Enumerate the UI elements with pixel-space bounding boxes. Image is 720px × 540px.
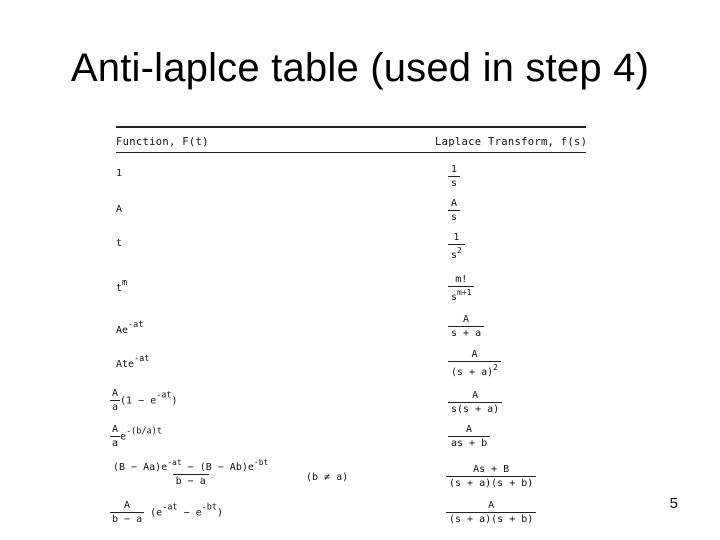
table-header-rule xyxy=(116,152,586,153)
row-6-transform: $\frac{A}{(s + a)^2}$ xyxy=(448,349,501,378)
page-number: 5 xyxy=(669,495,678,512)
row-9-function: $\frac{(B - Aa)e^{-at} - (B - Ab)e^{-bt}}{b - a}$ xyxy=(113,458,269,487)
row-10-transform: $\frac{A}{(s + a)(s + b)}$ xyxy=(446,500,536,525)
laplace-table xyxy=(108,122,588,540)
row-3-function: t xyxy=(116,238,123,249)
table-top-rule xyxy=(116,126,586,128)
row-9-transform: $\frac{As + B}{(s + a)(s + b)}$ xyxy=(446,464,536,489)
header-function: Function, F(t) xyxy=(116,136,209,148)
row-7-function: $\frac{A}{a}$ $(1 - e^{-at})$ xyxy=(112,388,178,413)
row-6-function: Ate$^{-at}$ xyxy=(116,354,150,370)
row-5-transform: $\frac{A}{s + a}$ xyxy=(448,314,484,339)
row-3-transform: $\frac{1}{s^2}$ xyxy=(448,232,465,261)
row-8-function: $\frac{A}{a}$ $e^{-(b/a)t}$ xyxy=(112,424,162,449)
row-10-function: $\frac{A}{b - a}$ $(e^{-at} - e^{-bt})$ xyxy=(112,500,224,525)
header-transform: Laplace Transform, f(s) xyxy=(435,136,588,148)
row-4-transform: $\frac{m!}{s^{m+1}}$ xyxy=(448,274,474,303)
row-7-transform: $\frac{A}{s(s + a)}$ xyxy=(448,390,502,415)
row-8-transform: $\frac{A}{as + b}$ xyxy=(448,424,490,449)
row-1-transform: $\frac{1}{s}$ xyxy=(448,164,460,189)
row-2-function: A xyxy=(116,204,123,215)
row-4-function: $t^m$ xyxy=(116,278,128,294)
row-9-condition: (b ≠ a) xyxy=(306,472,349,483)
row-5-function: $Ae^{-at}$ xyxy=(116,320,144,336)
row-2-transform: $\frac{A}{s}$ xyxy=(448,198,460,223)
slide-title: Anti-laplce table (used in step 4) xyxy=(70,46,650,90)
row-1-function: 1 xyxy=(116,168,123,179)
